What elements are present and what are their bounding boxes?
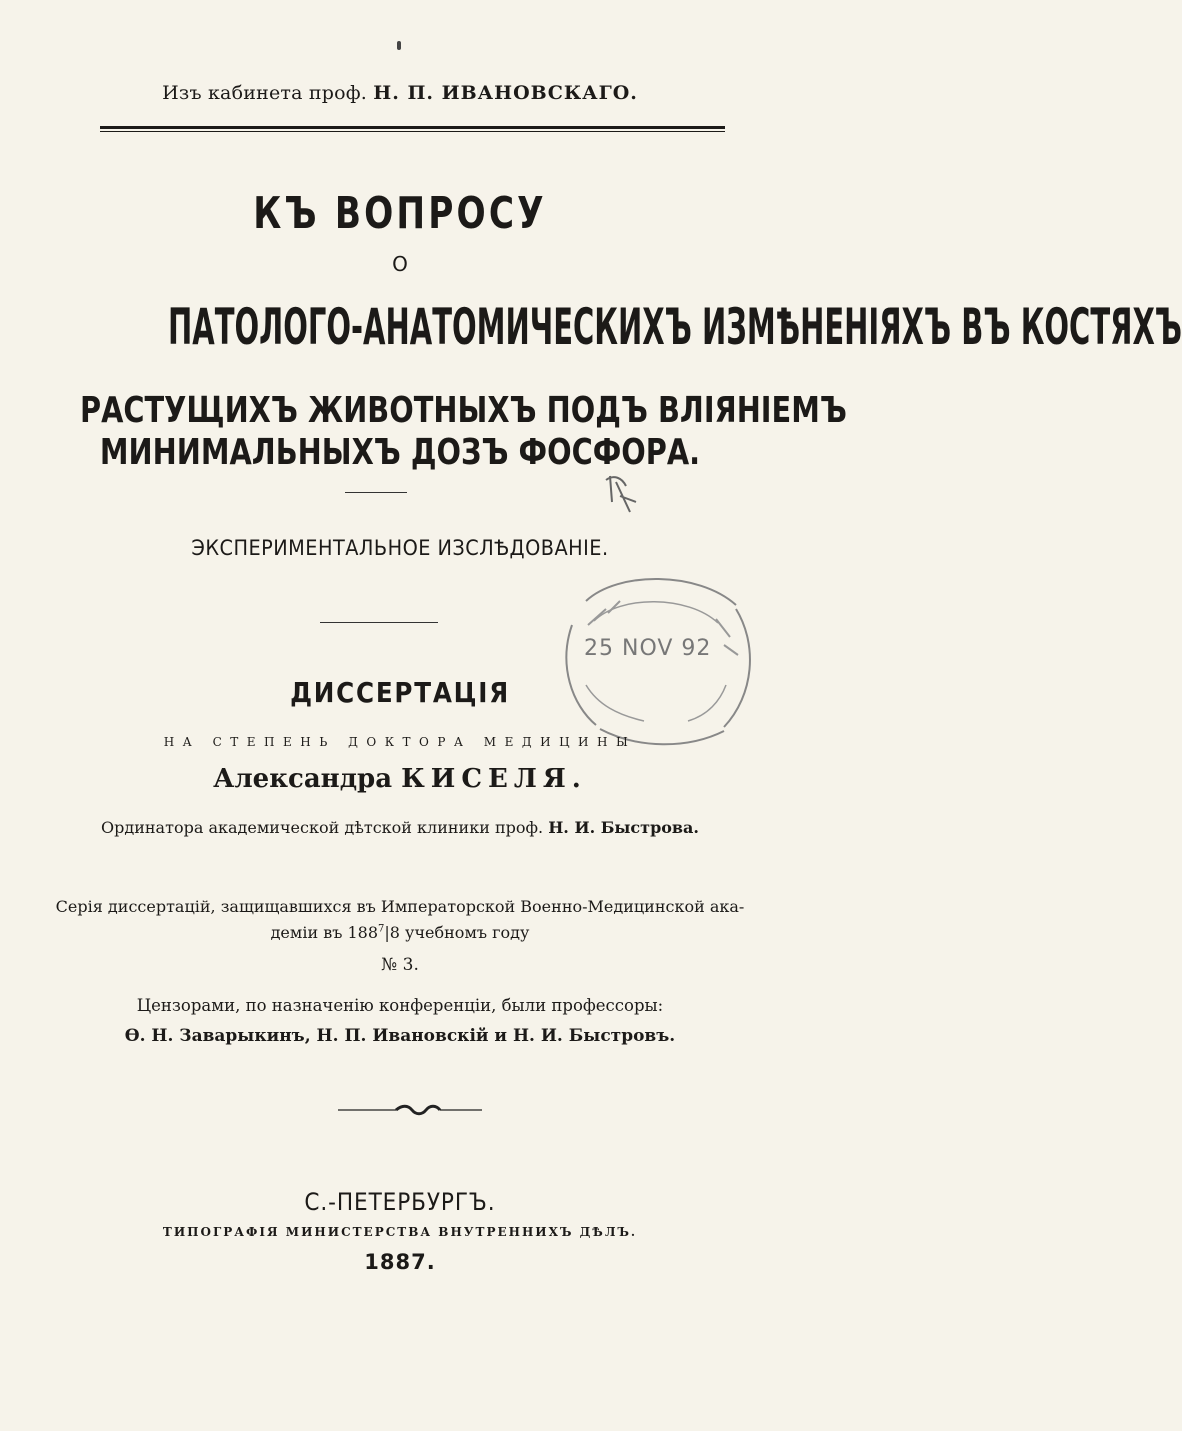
series-line-2 <box>0 923 800 942</box>
series-line-2-post: |8 учебномъ году <box>384 923 530 942</box>
handwritten-mark-icon <box>596 472 636 532</box>
divider-short <box>345 492 407 493</box>
series-line-2-pre: деміи въ 188 <box>270 923 379 942</box>
title-main: КЪ ВОПРОСУ <box>253 188 547 239</box>
author-last: КИСЕЛЯ. <box>401 764 587 794</box>
ink-dot <box>397 41 401 50</box>
top-double-rule <box>100 126 725 132</box>
stamp-date: 25 NOV 92 <box>584 636 712 661</box>
imprint-year: 1887. <box>364 1250 436 1274</box>
censors-line-2: Ѳ. Н. Заварыкинъ, Н. П. Ивановскій и Н. И. Быстровъ. <box>124 1026 676 1046</box>
degree-line: НА СТЕПЕНЬ ДОКТОРА МЕДИЦИНЫ <box>163 735 637 749</box>
title-big: ПАТОЛОГО-АНАТОМИЧЕСКИХЪ ИЗМѢНЕНІЯХЪ ВЪ КОСТЯХЪ <box>168 298 1182 356</box>
censors-line-1: Цензорами, по назначенію конференціи, были профессоры: <box>136 996 664 1015</box>
imprint-press: ТИПОГРАФІЯ МИНИСТЕРСТВА ВНУТРЕННИХЪ ДѢЛЪ. <box>162 1225 638 1239</box>
ordinator-text: Ординатора академической дѣтской клиники проф. <box>101 818 544 837</box>
title-line-2: РАСТУЩИХЪ ЖИВОТНЫХЪ ПОДЪ ВЛІЯНІЕМЪ <box>80 390 847 431</box>
series-line-2-sup: 7 <box>378 923 385 935</box>
ordinator-name: Н. И. Быстрова. <box>548 818 699 837</box>
series-number: № 3. <box>381 955 419 975</box>
title-conjunction: О <box>392 252 408 276</box>
owner-name: Н. П. ИВАНОВСКАГО. <box>373 82 638 104</box>
author-first: Александра <box>213 764 393 794</box>
subtitle: ЭКСПЕРИМЕНТАЛЬНОЕ ИЗСЛѢДОВАНІЕ. <box>191 536 609 560</box>
ordinator-line <box>0 818 800 837</box>
ornament-divider-icon <box>338 1104 482 1116</box>
owner-prefix: Изъ кабинета проф. <box>162 82 368 104</box>
series-line-1: Серія диссертацій, защищавшихся въ Императорской Военно-Медицинской ака- <box>55 897 745 916</box>
divider-mid <box>320 622 438 623</box>
dissertation-label: ДИССЕРТАЦІЯ <box>290 676 510 709</box>
title-line-3: МИНИМАЛЬНЫХЪ ДОЗЪ ФОСФОРА. <box>99 432 701 473</box>
author-name <box>0 764 800 794</box>
imprint-city: С.-ПЕТЕРБУРГЪ. <box>304 1188 496 1216</box>
owner-line <box>0 82 800 104</box>
